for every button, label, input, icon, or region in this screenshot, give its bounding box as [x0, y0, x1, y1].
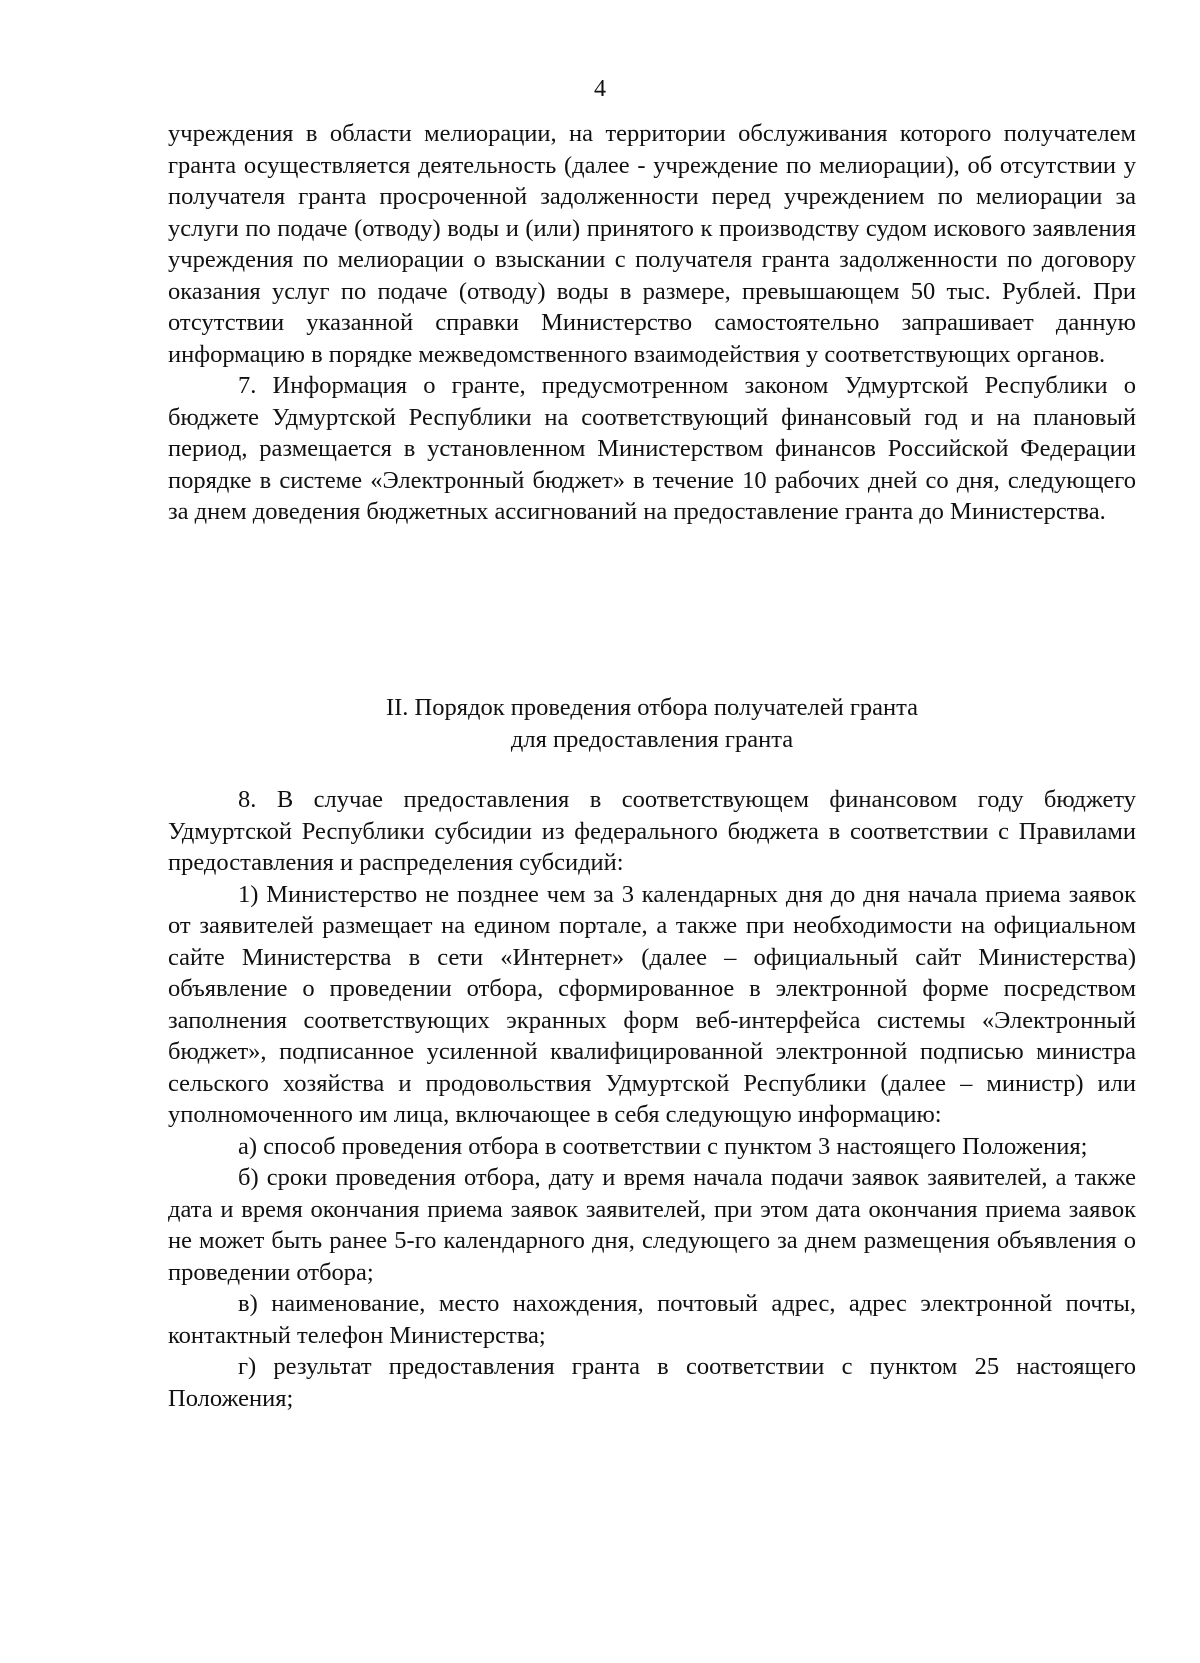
section-heading — [168, 692, 1136, 755]
paragraph-subitem-b: б) сроки проведения отбора, дату и время начала подачи заявок заявителей, а также дата и время окончания приема заявок заявителей, при этом дата окончания приема заявок не может быть ранее 5-го календарного дня, следующего за днем размещения объявления о проведении отбора; — [168, 1164, 1136, 1286]
paragraph-subitem-a: а) способ проведения отбора в соответствии с пунктом 3 настоящего Положения; — [238, 1132, 1088, 1160]
paragraph-subitem-g: г) результат предоставления гранта в соответствии с пунктом 25 настоящего Положения; — [168, 1353, 1136, 1412]
page-number: 4 — [594, 76, 606, 102]
section-heading-line-1: II. Порядок проведения отбора получателей гранта — [385, 694, 919, 721]
paragraph-item-7: 7. Информация о гранте, предусмотренном законом Удмуртской Республики о бюджете Удмуртской Республики на соответствующий финансовый год и на плановый период, размещается в установленном Министерством финансов Российской Федерации порядке в системе «Электронный бюджет» в течение 10 рабочих дней со дня, следующего за днем доведения бюджетных ассигнований на предоставление гранта до Министерства. — [168, 372, 1136, 525]
paragraph-subitem-v: в) наименование, место нахождения, почтовый адрес, адрес электронной почты, контактный телефон Министерства; — [168, 1290, 1136, 1349]
section-2-text — [168, 784, 1136, 1414]
paragraph-subitem-1: 1) Министерство не позднее чем за 3 календарных дня до дня начала приема заявок от заявителей размещает на едином портале, а также при необходимости на официальном сайте Министерства в сети «Интернет» (далее – официальный сайт Министерства) объявление о проведении отбора, сформированное в электронной форме посредством заполнения соответствующих экранных форм веб-интерфейса системы «Электронный бюджет», подписанное усиленной квалифицированной электронной подписью министра сельского хозяйства и продовольствия Удмуртской Республики (далее – министр) или уполномоченного им лица, включающее в себя следующую информацию: — [168, 880, 1136, 1128]
section-1-text — [168, 118, 1136, 528]
paragraph-continuation: учреждения в области мелиорации, на территории обслуживания которого получателем гранта осуществляется деятельность (далее - учреждение по мелиорации), об отсутствии у получателя гранта просроченной задолженности перед учреждением по мелиорации за услуги по подаче (отводу) воды и (или) принятого к производству судом искового заявления учреждения по мелиорации о взыскании с получателя гранта задолженности по договору оказания услуг по подаче (отводу) воды в размере, превышающем 50 тыс. Рублей. При отсутствии указанной справки Министерство самостоятельно запрашивает данную информацию в порядке межведомственного взаимодействия у соответствующих органов. — [168, 120, 1136, 368]
section-heading-line-2: для предоставления гранта — [510, 725, 794, 753]
paragraph-item-8: 8. В случае предоставления в соответствующем финансовом году бюджету Удмуртской Республики субсидии из федерального бюджета в соответствии с Правилами предоставления и распределения субсидий: — [168, 786, 1136, 876]
